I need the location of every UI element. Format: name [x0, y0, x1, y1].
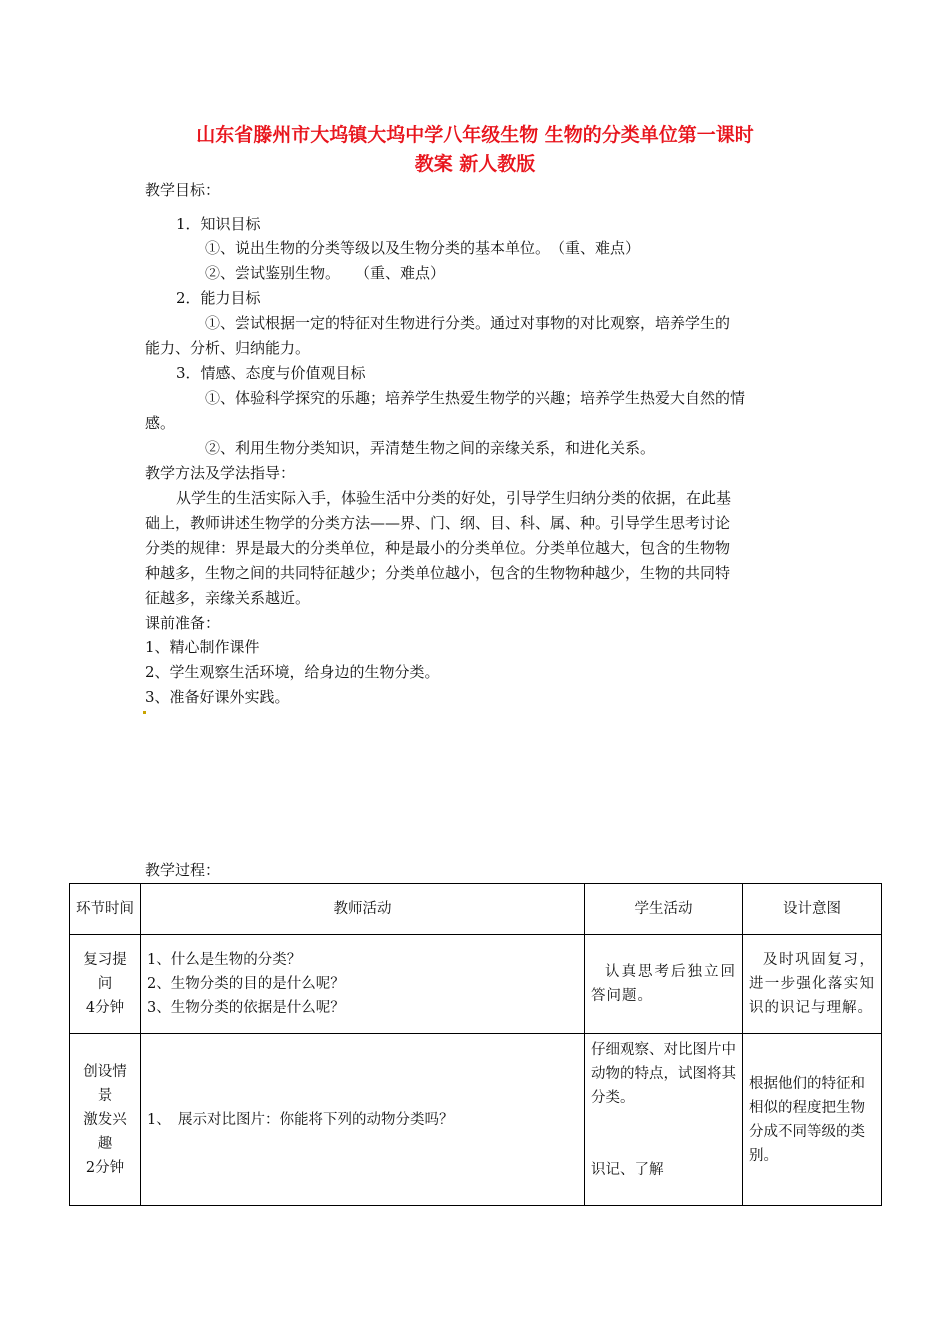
- student-activity-cell: 仔细观察、对比图片中动物的特点，试图将其分类。 识记、了解: [585, 1034, 743, 1206]
- column-header-teacher: 教师活动: [141, 884, 585, 935]
- stage-cell: 复习提 问 4分钟: [70, 935, 141, 1034]
- methods-line: 础上，教师讲述生物学的分类方法——界、门、纲、目、科、属、种。引导学生思考讨论: [145, 514, 731, 532]
- stage-cell: 创设情 景 激发兴 趣 2分钟: [70, 1034, 141, 1206]
- column-header-student: 学生活动: [585, 884, 743, 935]
- methods-line: 从学生的生活实际入手，体验生活中分类的好处，引导学生归纳分类的依据，在此基: [176, 489, 732, 507]
- methods-line: 种越多，生物之间的共同特征越少；分类单位越小，包含的生物物种越少，生物的共同特: [145, 564, 731, 582]
- title-line-1: 山东省滕州市大坞镇大坞中学八年级生物 生物的分类单位第一课时: [196, 124, 754, 146]
- preparation-heading: 课前准备：: [145, 614, 221, 632]
- column-header-stage: 环节时间: [70, 884, 141, 935]
- column-header-intent: 设计意图: [743, 884, 882, 935]
- table-header-row: [70, 884, 882, 935]
- student-activity-cell: 认真思考后独立回答问题。: [585, 935, 743, 1034]
- emotion-heading: 3．情感、态度与价值观目标: [176, 364, 366, 382]
- teacher-activity-cell: 1、 展示对比图片：你能将下列的动物分类吗？: [141, 1034, 585, 1206]
- stray-mark: [143, 711, 146, 714]
- methods-line: 征越多，亲缘关系越近。: [145, 589, 311, 607]
- teacher-activity-cell: 1、什么是生物的分类？ 2、生物分类的目的是什么呢？ 3、生物分类的依据是什么呢？: [141, 935, 585, 1034]
- preparation-item: 2、学生观察生活环境，给身边的生物分类。: [145, 663, 440, 681]
- teaching-process-table: [69, 883, 882, 1206]
- process-heading: 教学过程：: [145, 861, 221, 879]
- methods-line: 分类的规律：界是最大的分类单位，种是最小的分类单位。分类单位越大，包含的生物物: [145, 539, 731, 557]
- knowledge-item-1: ①、说出生物的分类等级以及生物分类的基本单位。 （重、难点）: [205, 239, 641, 257]
- methods-heading: 教学方法及学法指导：: [145, 464, 296, 482]
- ability-heading: 2．能力目标: [176, 289, 261, 307]
- design-intent-cell: 根据他们的特征和相似的程度把生物分成不同等级的类别。: [743, 1034, 882, 1206]
- preparation-item: 1、精心制作课件: [145, 638, 260, 656]
- objectives-heading: 教学目标：: [145, 181, 221, 199]
- preparation-item: 3、准备好课外实践。: [145, 688, 290, 706]
- design-intent-cell: 及时巩固复习，进一步强化落实知识的识记与理解。: [743, 935, 882, 1034]
- document-title: [100, 121, 850, 179]
- emotion-item-1b: 感。: [145, 414, 176, 432]
- table-row: [70, 935, 882, 1034]
- knowledge-heading: 1．知识目标: [176, 215, 261, 233]
- knowledge-item-2: ②、尝试鉴别生物。 （重、难点）: [205, 264, 446, 282]
- emotion-item-2: ②、利用生物分类知识，弄清楚生物之间的亲缘关系，和进化关系。: [205, 439, 656, 457]
- title-line-2: 教案 新人教版: [414, 153, 536, 175]
- ability-item-1b: 能力、分析、归纳能力。: [145, 339, 311, 357]
- ability-item-1a: ①、尝试根据一定的特征对生物进行分类。通过对事物的对比观察，培养学生的: [205, 314, 731, 332]
- table-row: [70, 1034, 882, 1206]
- emotion-item-1a: ①、体验科学探究的乐趣；培养学生热爱生物学的兴趣；培养学生热爱大自然的情: [205, 389, 746, 407]
